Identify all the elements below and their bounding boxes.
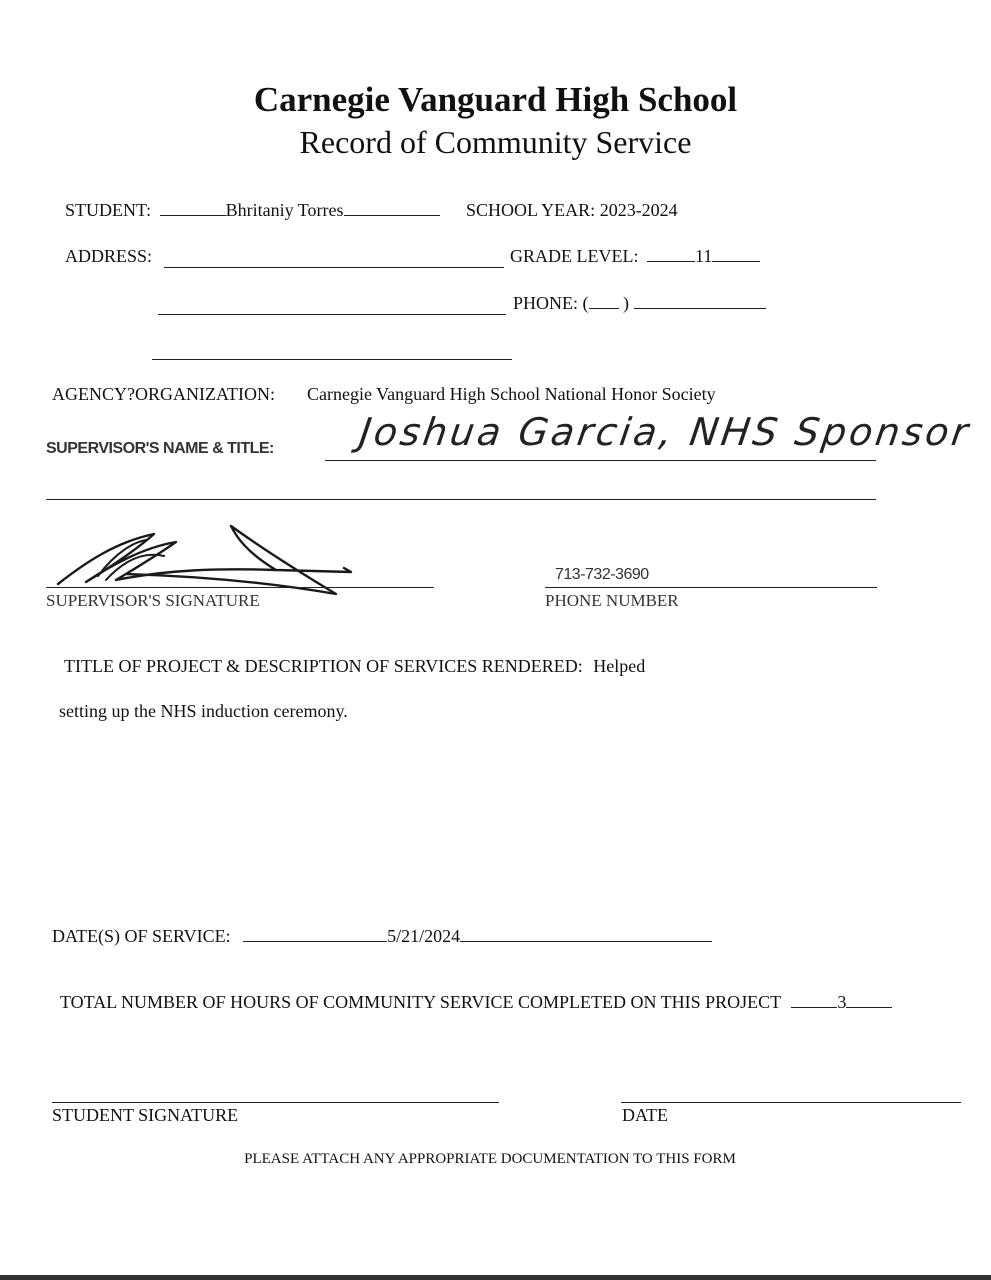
- hours-label: TOTAL NUMBER OF HOURS OF COMMUNITY SERVICE COMPLETED ON THIS PROJECT: [60, 992, 781, 1012]
- form-title: Record of Community Service: [299, 124, 692, 160]
- agency-label: AGENCY?ORGANIZATION:: [52, 384, 275, 404]
- supervisor-extra-line: [46, 499, 876, 500]
- dates-underline-right: [460, 940, 712, 942]
- hours-underline-right: [846, 1006, 892, 1008]
- date-line: [621, 1102, 961, 1103]
- school-year-field: [466, 200, 678, 221]
- supervisor-name-handwritten: Joshua Garcia, NHS Sponsor: [356, 410, 974, 454]
- supervisor-name-line: [325, 460, 876, 461]
- school-year-label: SCHOOL YEAR:: [466, 200, 596, 220]
- grade-underline-right: [712, 260, 760, 262]
- project-description-part1: Helped: [593, 656, 646, 676]
- supervisor-phone-label: PHONE NUMBER: [545, 591, 679, 610]
- dates-underline-left: [243, 940, 387, 942]
- supervisor-signature-line: [46, 587, 434, 588]
- project-field: [64, 656, 645, 677]
- hours-field: [60, 992, 892, 1013]
- student-signature-line: [52, 1102, 499, 1103]
- school-name: Carnegie Vanguard High School: [253, 80, 738, 119]
- supervisor-phone-value: 713-732-3690: [555, 566, 649, 583]
- supervisor-phone-line: [545, 587, 877, 588]
- phone-label: PHONE: (: [513, 293, 589, 313]
- student-field: [65, 200, 440, 221]
- dates-field: [52, 926, 712, 947]
- project-description-part2: setting up the NHS induction ceremony.: [59, 701, 348, 721]
- student-underline-left: [160, 214, 226, 216]
- school-year-value: 2023-2024: [599, 200, 678, 220]
- phone-field: [513, 293, 766, 314]
- supervisor-signature-label: SUPERVISOR'S SIGNATURE: [46, 591, 260, 610]
- student-signature-label: STUDENT SIGNATURE: [52, 1105, 239, 1125]
- student-name: Bhritaniy Torres: [225, 200, 344, 220]
- documentation-note: PLEASE ATTACH ANY APPROPRIATE DOCUMENTATION TO THIS FORM: [244, 1151, 736, 1167]
- dates-label: DATE(S) OF SERVICE:: [52, 926, 231, 946]
- agency-value: Carnegie Vanguard High School National Honor Society: [307, 384, 716, 404]
- supervisor-name-label: SUPERVISOR'S NAME & TITLE:: [46, 440, 274, 457]
- grade-value: 11: [694, 246, 713, 266]
- address-line-3: [152, 359, 512, 360]
- phone-number-line: [634, 307, 766, 309]
- hours-underline-left: [791, 1006, 837, 1008]
- dates-value: 5/21/2024: [387, 926, 461, 946]
- phone-paren-close: ): [623, 293, 629, 313]
- date-label: DATE: [622, 1105, 668, 1125]
- grade-field: [510, 246, 760, 267]
- project-label: TITLE OF PROJECT & DESCRIPTION OF SERVICES RENDERED:: [64, 656, 583, 676]
- address-line-2: [158, 314, 506, 315]
- hours-value: 3: [837, 992, 847, 1012]
- bottom-edge: [0, 1275, 991, 1280]
- address-line-1: [164, 267, 504, 268]
- address-label: ADDRESS:: [65, 246, 153, 266]
- student-underline-right: [344, 214, 440, 216]
- supervisor-signature-image: [46, 522, 446, 602]
- phone-area-line: [589, 307, 619, 309]
- grade-underline-left: [647, 260, 695, 262]
- grade-label: GRADE LEVEL:: [510, 246, 639, 266]
- student-label: STUDENT:: [65, 200, 152, 220]
